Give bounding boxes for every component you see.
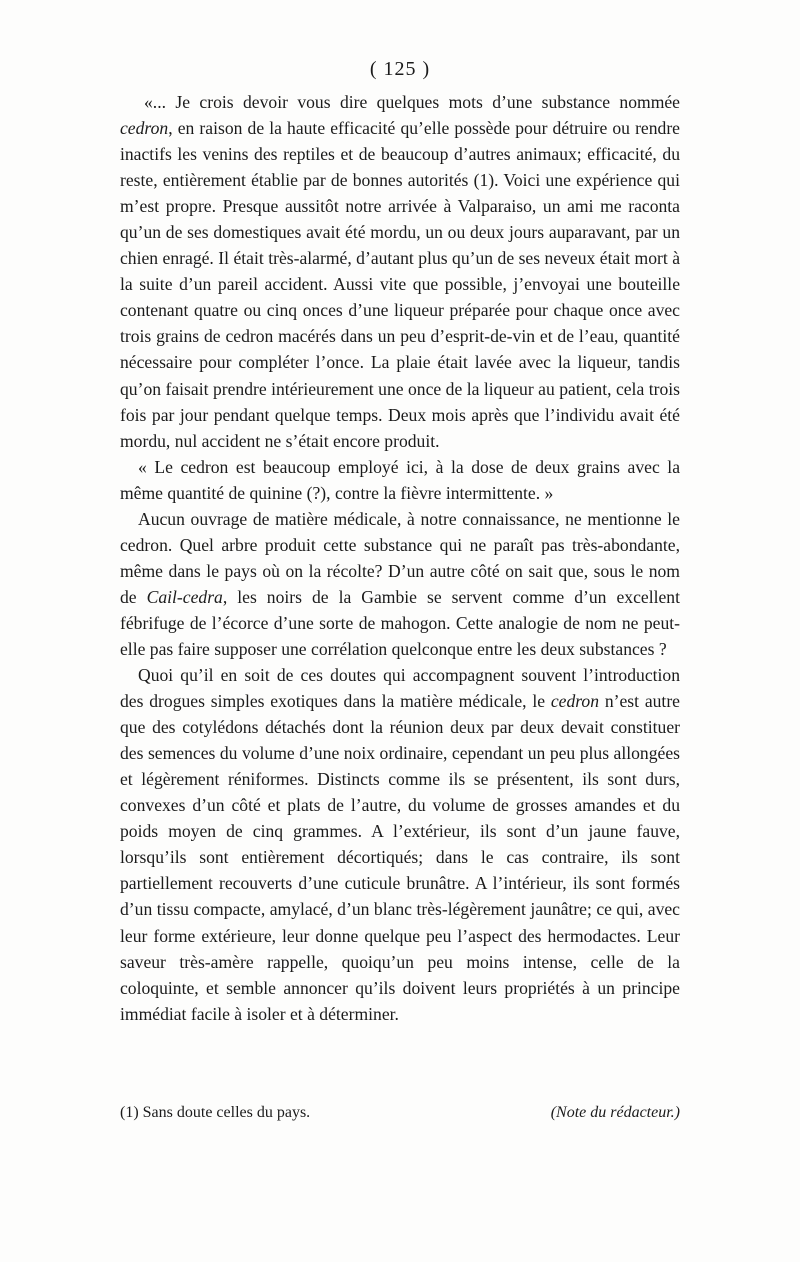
page-number: ( 125 ) — [369, 58, 431, 80]
footnote-attribution: (Note du rédacteur.) — [550, 1104, 680, 1121]
text-run: «... Je crois devoir vous dire quelques mots d’une substance nommée — [144, 92, 680, 112]
text-run: , les noirs de la Gambie se servent comme d’un excellent fébrifuge de l’écorce d’une sorte de mahogon. Cette analogie de nom ne peut-elle pas faire supposer une corrélation quelconque entre les deux substances ? — [120, 586, 680, 659]
text-run: n’est autre que des cotylédons détachés dont la réunion deux par deux devait constituer des semences du volume d’une noix ordinaire, cependant un peu plus allongées et légèrement réniformes. Distincts comme ils se présentent, ils sont durs, convexes d’un côté et plats de l’autre, du volume de grosses amandes et du poids moyen de cinq grammes. A l’extérieur, ils sont d’un jaune fauve, lorsqu’ils sont entièrement décortiqués; dans le cas contraire, ils sont partiellement recouverts d’une cuticule brunâtre. A l’intérieur, ils sont formés d’un tissu compacte, amylacé, d’un blanc très-légèrement jaunâtre; ce qui, avec leur forme extérieure, leur donne quelque peu l’aspect des hermodactes. Leur saveur très-amère rappelle, quoiqu’un peu moins intense, celle de la coloquinte, et semble annoncer qu’ils doivent leurs propriétés à un principe immédiat facile à isoler et à déterminer. — [120, 691, 680, 1024]
body-text — [120, 89, 680, 1027]
italic-term: cedron — [550, 691, 600, 712]
italic-term: cedron — [120, 118, 169, 139]
paragraph — [120, 89, 680, 454]
text-run: , en raison de la haute efficacité qu’elle possède pour détruire ou rendre inactifs les venins des reptiles et de beaucoup d’autres animaux; efficacité, du reste, entièrement établie par de bonnes autorités (1). Voici une expérience qui m’est propre. Presque aussitôt notre arrivée à Valparaiso, un ami me raconta qu’un de ses domestiques avait été mordu, un ou deux jours auparavant, par un chien enragé. Il était très-alarmé, d’autant plus qu’un de ses neveux était mort à la suite d’un pareil accident. Aussi vite que possible, j’envoyai une bouteille contenant quatre ou cinq onces d’une liqueur préparée pour chaque once avec trois grains de cedron macérés dans un peu d’esprit-de-vin et de l’eau, quantité nécessaire pour compléter l’once. La plaie était lavée avec la liqueur, tandis qu’on faisait prendre intérieurement une once de la liqueur au patient, cela trois fois par jour pendant quelque temps. Deux mois après que l’individu avait été mordu, nul accident ne s’était encore produit. — [120, 118, 680, 451]
text-run: Quoi qu’il en soit de ces doutes qui accompagnent souvent l’introduction des drogues simples exotiques dans la matière médicale, le — [120, 665, 680, 712]
italic-term: Cail-cedra — [146, 586, 223, 607]
paragraph — [120, 506, 680, 662]
text-run: « Le cedron est beaucoup employé ici, à la dose de deux grains avec la même quantité de quinine (?), contre la fièvre intermittente. » — [120, 456, 680, 503]
footnote-text: (1) Sans doute celles du pays. — [120, 1104, 311, 1121]
paragraph — [120, 662, 680, 1027]
footnote — [120, 1102, 680, 1124]
paragraph — [120, 454, 680, 506]
text-run: Aucun ouvrage de matière médicale, à notre connaissance, ne mentionne le cedron. Quel arbre produit cette substance qui ne paraît pas très-abondante, même dans le pays où on la récolte? D’un autre côté on sait que, sous le nom de — [120, 508, 680, 607]
